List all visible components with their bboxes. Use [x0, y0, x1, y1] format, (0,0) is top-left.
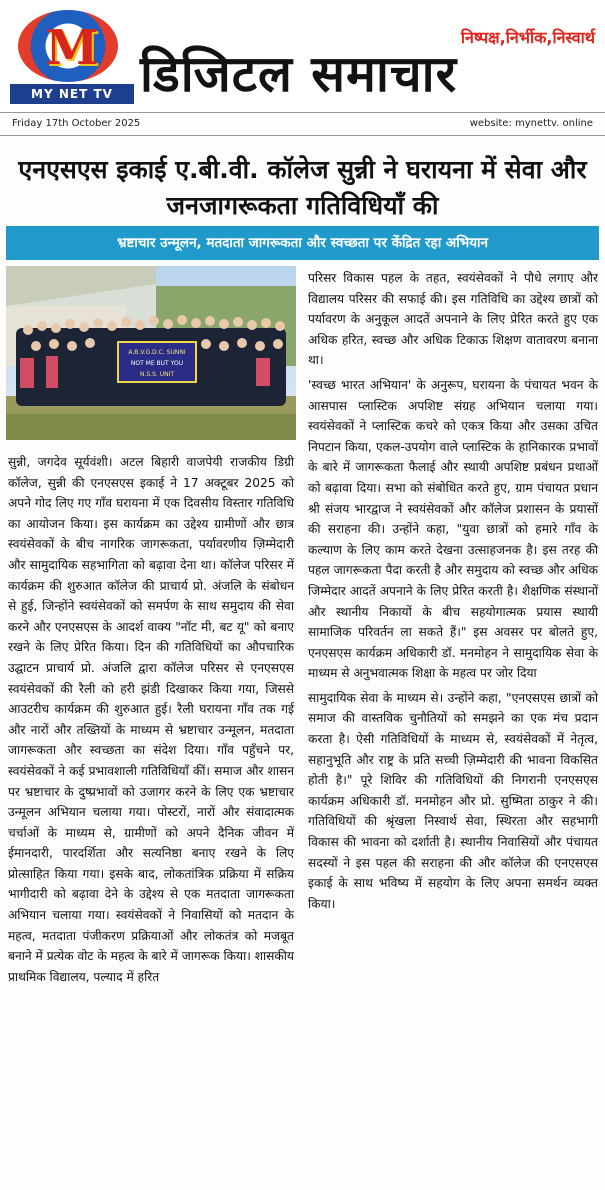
article-paragraph: सामुदायिक सेवा के माध्यम से। उन्होंने कहा, "एनएसएस छात्रों को समाज की वास्तविक चुनौतियों को समझने का एक मंच प्रदान करता है। ऐसी गतिविधियों के माध्यम से, स्वयंसेवकों में नेतृत्व, सहानुभूति और राष्ट्र के प्रति सच्ची ज़िम्मेदारी की भावना विकसित होती है।" पूरे शिविर की गतिविधियों की निगरानी एनएसएस कार्यक्रम अधिकारी डॉ. मनमोहन और प्रो. सुष्मिता ठाकुर ने की। गतिविधियों की श्रृंखला निस्वार्थ सेवा, स्थिरता और सहभागी विकास की भावना को दर्शाती है। स्थानीय निवासियों और पंचायत सदस्यों ने इस पहल की सराहना की और कॉलेज की एनएसएस इकाई के साथ भविष्य में सहयोग के लिए अपना समर्थन व्यक्त किया। — [308, 690, 598, 911]
dateline — [0, 112, 605, 136]
article-column-right — [308, 268, 598, 914]
banner-line-2: NOT ME BUT YOU — [130, 360, 184, 367]
group-photo — [6, 266, 296, 440]
logo-letter: M — [45, 20, 99, 76]
banner-line-1: A.B.V.G.D.C. SUNNI — [128, 349, 186, 356]
article-subheadline: भ्रष्टाचार उन्मूलन, मतदाता जागरूकता और स्वच्छता पर केंद्रित रहा अभियान — [6, 226, 599, 260]
article-column-left — [8, 452, 294, 987]
logo-caption: MY NET TV — [10, 84, 134, 104]
masthead — [0, 0, 605, 112]
banner-line-3: N.S.S. UNIT — [139, 371, 175, 378]
mynettv-logo[interactable] — [8, 6, 136, 106]
website-link[interactable]: website: mynettv. online — [469, 118, 593, 129]
photo-illustration — [6, 266, 296, 440]
article-paragraph: परिसर विकास पहल के तहत, स्वयंसेवकों ने पौधे लगाए और विद्यालय परिसर की सफाई की। इस गतिविधि का उद्देश्य छात्रों को पर्यावरण के अनुकूल आदतें अपनाने के लिए प्रेरित करते हुए एक अधिक हरित, स्वच्छ और अधिक टिकाऊ शिक्षण वातावरण बनाना था। — [308, 271, 598, 368]
issue-date: Friday 17th October 2025 — [12, 118, 141, 129]
article-paragraph: सुन्नी, जगदेव सूर्यवंशी। अटल बिहारी वाजपेयी राजकीय डिग्री कॉलेज, सुन्नी की एनएसएस इकाई ने 17 अक्टूबर 2025 को अपने गोद लिए गए गाँव घरायना में एक दिवसीय विस्तार गतिविधि का आयोजन किया। इस कार्यक्रम का उद्देश्य ग्रामीणों और छात्र स्वयंसेवकों के बीच नागरिक जागरूकता, पर्यावरणीय ज़िम्मेदारी और सामुदायिक सहभागिता को बढ़ावा देना था। कॉलेज परिसर में कार्यक्रम की शुरुआत कॉलेज की प्राचार्य प्रो. अंजलि के संबोधन से हुई, जिन्होंने स्वयंसेवकों को समर्पण के साथ समुदाय की सेवा करने और एनएसएस के आदर्श वाक्य "नॉट मी, बट यू" को बनाए रखने के लिए प्रेरित किया। दिन की गतिविधियों का औपचारिक उद्घाटन प्राचार्य प्रो. अंजलि द्वारा कॉलेज परिसर से एनएसएस स्वयंसेवकों की रैली को हरी झंडी दिखाकर किया गया, जिससे आउटरीच कार्यक्रम की शुरुआत हुई। रैली घरायना गाँव तक गई और नारों और तख्तियों के माध्यम से भ्रष्टाचार उन्मूलन, मतदाता जागरूकता और स्वच्छता का संदेश दिया। गाँव पहुँचने पर, स्वयंसेवकों ने कई प्रभावशाली गतिविधियाँ कीं। समाज और शासन पर भ्रष्टाचार के दुष्प्रभावों को उजागर करने के लिए एक भ्रष्टाचार उन्मूलन अभियान चलाया गया। पोस्टरों, नारों और संवादात्मक चर्चाओं के माध्यम से, ग्रामीणों को अपने दैनिक जीवन में ईमानदारी, पारदर्शिता और सत्यनिष्ठा बनाए रखने के लिए प्रोत्साहित किया गया। इसके बाद, लोकतांत्रिक प्रक्रिया में सक्रिय भागीदारी को बढ़ावा देने के उद्देश्य से एक मतदाता जागरूकता अभियान चलाया गया। स्वयंसेवकों ने निवासियों को मतदान के महत्व, मतदाता पंजीकरण प्रक्रियाओं और लोकतंत्र को मजबूत बनाने में प्रत्येक वोट के महत्व के बारे में जागरूक किया। शासकीय प्राथमिक विद्यालय, पल्याद में हरित — [8, 455, 294, 984]
article-paragraph: 'स्वच्छ भारत अभियान' के अनुरूप, घरायना के पंचायत भवन के आसपास प्लास्टिक अपशिष्ट संग्रह अभियान चलाया गया। स्वयंसेवकों ने प्लास्टिक कचरे को एकत्र किया और उसका उचित निपटान किया, एकल-उपयोग वाले प्लास्टिक के हानिकारक प्रभावों के बारे में जागरूकता फैलाई और स्थायी अपशिष्ट प्रबंधन प्रथाओं को बढ़ावा दिया। सभा को संबोधित करते हुए, ग्राम पंचायत प्रधान श्री संजय भारद्वाज ने स्वयंसेवकों और कॉलेज प्रशासन के प्रयासों की सराहना की। उन्होंने कहा, "युवा छात्रों को हमारे गाँव के कल्याण के लिए काम करते देखना उत्साहजनक है। इस तरह की पहल जागरूकता पैदा करती है और समुदाय को स्वच्छ और अधिक जिम्मेदार आदतें अपनाने के लिए प्रेरित करती है। शैक्षणिक संस्थानों और स्थानीय निकायों के बीच सहयोगात्मक प्रयास स्थायी सामाजिक परिवर्तन ला सकते हैं।" इस अवसर पर बोलते हुए, एनएसएस कार्यक्रम अधिकारी डॉ. मनमोहन ने सामुदायिक सेवा के माध्यम से अनुभवात्मक शिक्षा के महत्व पर जोर दिया — [308, 377, 598, 681]
article-headline: एनएसएस इकाई ए.बी.वी. कॉलेज सुन्नी ने घरायना में सेवा और जनजागरूकता गतिविधियाँ की — [18, 155, 587, 220]
newspaper-title: डिजिटल समाचार — [140, 45, 458, 103]
tagline: निष्पक्ष,निर्भीक,निस्वार्थ — [460, 28, 595, 47]
